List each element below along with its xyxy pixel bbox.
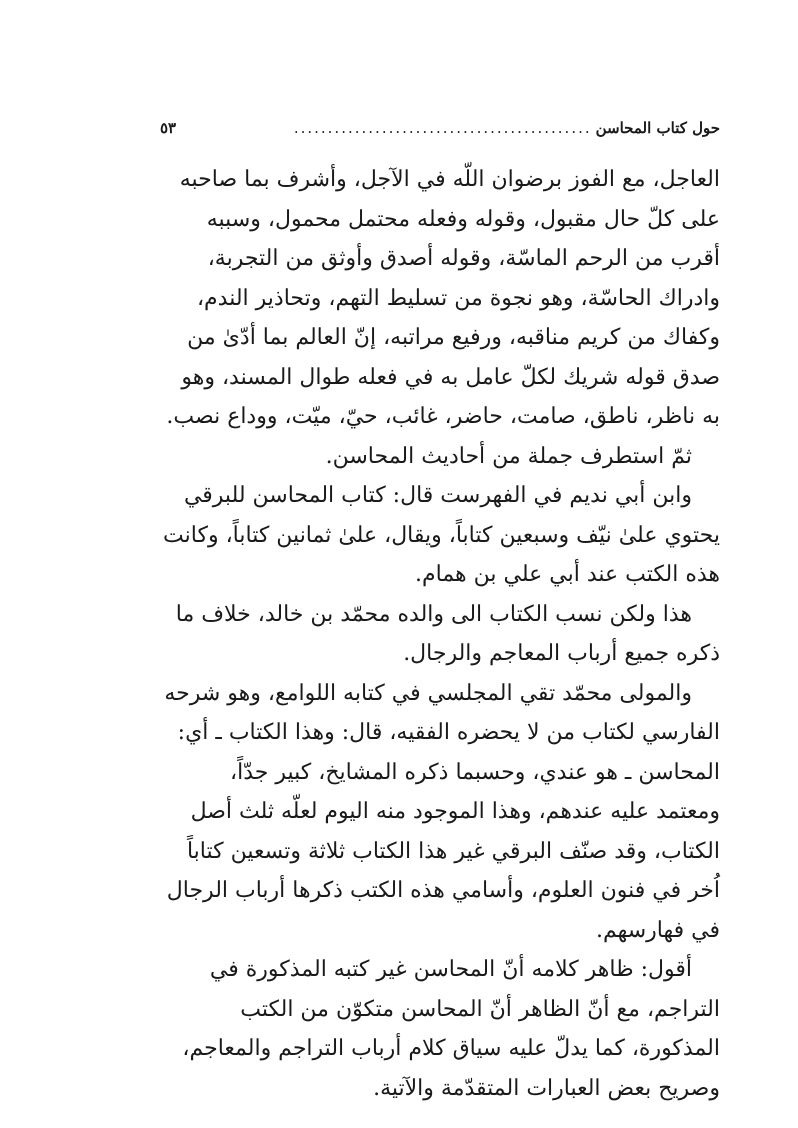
paragraph: وابن أبي نديم في الفهرست قال: كتاب المحاسن للبرقي يحتوي علىٰ نيّف وسبعين كتاباً، ويقال، علىٰ ثمانين كتاباً، وكانت هذه الكتب عند أبي علي بن همام. [163,483,720,587]
paragraph: أقول: ظاهر كلامه أنّ المحاسن غير كتبه المذكورة في التراجم، مع أنّ الظاهر أنّ المحاسن متكوّن من الكتب المذكورة، كما يدلّ عليه سياق كلام أرباب التراجم والمعاجم، وصريح بعض العبارات المتقدّمة والآتية. [182,957,720,1101]
paragraph: والمولى محمّد تقي المجلسي في كتابه اللوامع، وهو شرحه الفارسي لكتاب من لا يحضره الفقيه، قال: وهذا الكتاب ـ أي: المحاسن ـ هو عندي، وحسبما ذكره المشايخ، كبير جدّاً، ومعتمد عليه عندهم، وهذا الموجود منه اليوم لعلّه ثلث أصل الكتاب، وقد صنّف البرقي غير هذا الكتاب ثلاثة وتسعين كتاباً اُخر في فنون العلوم، وأسامي هذه الكتب ذكرها أرباب الرجال في فهارسهم. [164,680,720,943]
paragraph: ثمّ استطرف جملة من أحاديث المحاسن. [325,443,692,469]
paragraph: هذا ولكن نسب الكتاب الى والده محمّد بن خالد، خلاف ما ذكره جميع أرباب المعاجم والرجال. [175,601,720,666]
running-header [160,114,720,138]
paragraph-continued: العاجل، مع الفوز برضوان اللّه في الآجل، وأشرف بما صاحبه على كلّ حال مقبول، وقوله وفعله محتمل محمول، وسببه أقرب من الرحم الماسّة، وقوله أصدق وأوثق من التجربة، وادراك الحاسّة، وهو نجوة من تسليط التهم، وتحاذير الندم، وكفاك من كريم مناقبه، ورفيع مراتبه، إنّ العالم بما أدّىٰ من صدق قوله شريك لكلّ عامل به في فعله طوال المسند، وهو به ناظر، ناطق، صامت، حاضر، غائب، حيّ، ميّت، ووداع نصب. [166,167,720,429]
header-leader-dots: ............................................ [293,119,592,137]
page-number: ٥٣ [160,119,177,137]
header-title: حول كتاب المحاسن [595,119,720,137]
body-text [160,160,720,1108]
